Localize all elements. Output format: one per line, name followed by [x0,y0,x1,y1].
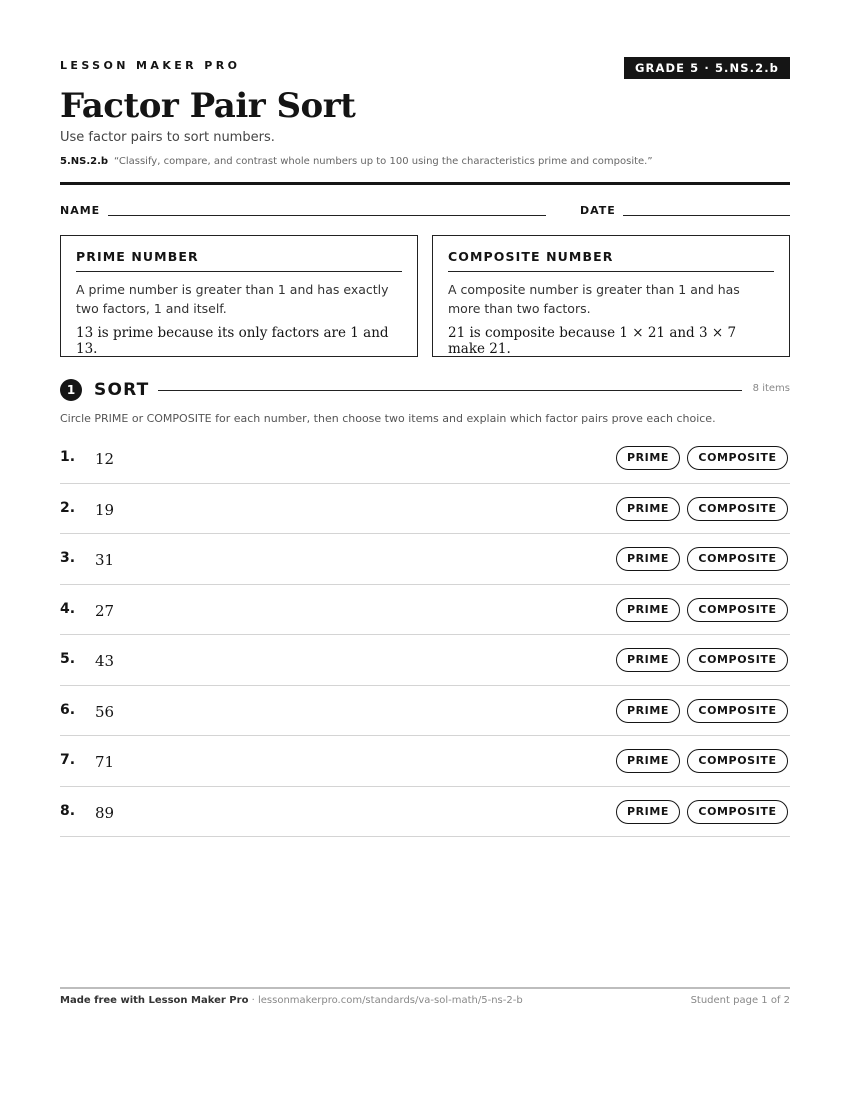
footer-url[interactable]: · lessonmakerpro.com/standards/va-sol-math/5-ns-2-b [248,995,523,1006]
item-number: 8. [60,802,76,819]
composite-choice-button[interactable]: COMPOSITE [687,749,788,773]
page-indicator: Student page 1 of 2 [690,995,790,1006]
list-item [60,433,790,484]
name-label: NAME [60,204,101,217]
prime-choice-button[interactable]: PRIME [616,749,680,773]
item-value: 31 [95,551,115,569]
item-value: 19 [95,500,115,519]
section-header [60,379,790,401]
standard-code: 5.NS.2.b [60,156,109,167]
name-date-row [60,203,790,219]
composite-choice-button[interactable]: COMPOSITE [687,648,788,672]
footer-made-with: Made free with Lesson Maker Pro [60,995,249,1006]
composite-definition-text: A composite number is greater than 1 and has more than two factors. [448,282,740,316]
grade-badge: GRADE 5 · 5.NS.2.b [624,57,790,79]
prime-definition-box [60,235,418,357]
composite-definition-example: 21 is composite because 1 × 21 and 3 × 7 make 21. [448,325,737,357]
list-item [60,484,790,535]
date-field[interactable] [623,215,790,216]
section-divider [158,390,742,391]
item-number: 2. [60,499,76,516]
prime-choice-button[interactable]: PRIME [616,800,680,824]
item-value: 43 [95,652,115,670]
prime-choice-button[interactable]: PRIME [616,547,680,571]
item-value: 27 [95,601,115,620]
item-number: 7. [60,752,76,768]
page-subtitle: Use factor pairs to sort numbers. [60,130,275,145]
list-item [60,787,790,838]
header-divider [60,182,790,185]
prime-choice-button[interactable]: PRIME [616,699,680,723]
item-value: 89 [95,803,115,822]
footer [60,995,790,1006]
prime-definition-text: A prime number is greater than 1 and has exactly two factors, 1 and itself. [76,282,389,316]
item-number: 6. [60,701,76,718]
list-item [60,585,790,636]
item-number: 5. [60,651,76,667]
footer-divider [60,987,790,989]
item-value: 71 [95,753,115,771]
section-instructions: Circle PRIME or COMPOSITE for each number, then choose two items and explain which factor pairs prove each choice. [60,412,716,425]
prime-choice-button[interactable]: PRIME [616,446,680,470]
list-item [60,534,790,585]
composite-definition-box [432,235,790,357]
section-number-badge: 1 [60,379,82,401]
name-field[interactable] [108,215,546,216]
brand-name: LESSON MAKER PRO [60,59,241,72]
standard-line [60,156,653,167]
section-item-count: 8 items [752,383,790,394]
prime-definition-title: PRIME NUMBER [76,249,402,272]
prime-definition-example: 13 is prime because its only factors are 1 and 13. [76,325,389,357]
composite-choice-button[interactable]: COMPOSITE [687,497,788,521]
list-item [60,635,790,686]
list-item [60,686,790,737]
date-label: DATE [580,204,616,217]
composite-choice-button[interactable]: COMPOSITE [687,446,788,470]
page-title: Factor Pair Sort [60,86,356,126]
prime-choice-button[interactable]: PRIME [616,648,680,672]
composite-choice-button[interactable]: COMPOSITE [687,800,788,824]
composite-definition-title: COMPOSITE NUMBER [448,249,774,272]
standard-text: “Classify, compare, and contrast whole numbers up to 100 using the characteristics prime and composite.” [114,156,653,167]
list-item [60,736,790,787]
item-number: 3. [60,550,76,566]
item-list [60,433,790,837]
brand-row [60,57,790,79]
prime-choice-button[interactable]: PRIME [616,497,680,521]
section-title: SORT [94,380,150,400]
prime-choice-button[interactable]: PRIME [616,598,680,622]
composite-choice-button[interactable]: COMPOSITE [687,598,788,622]
item-value: 56 [95,702,115,721]
composite-choice-button[interactable]: COMPOSITE [687,547,788,571]
item-value: 12 [95,450,115,468]
composite-choice-button[interactable]: COMPOSITE [687,699,788,723]
item-number: 1. [60,449,76,465]
item-number: 4. [60,600,76,617]
